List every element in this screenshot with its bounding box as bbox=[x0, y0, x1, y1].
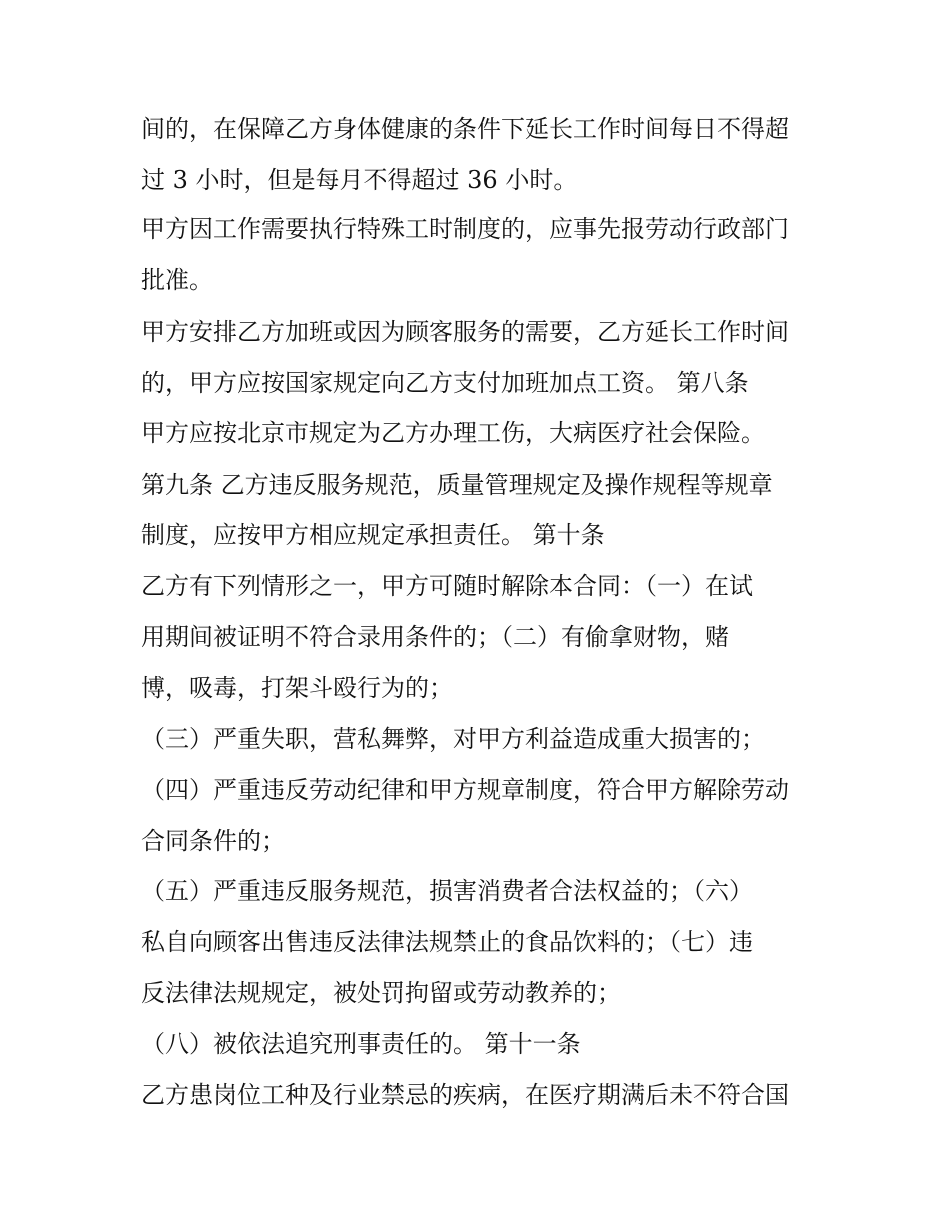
text-line: 甲方安排乙方加班或因为顾客服务的需要，乙方延长工作时间 bbox=[141, 318, 789, 346]
text-line: 私自向顾客出售违反法律法规禁止的食品饮料的；（七）违 bbox=[141, 928, 753, 956]
text-line: 间的，在保障乙方身体健康的条件下延长工作时间每日不得超 bbox=[141, 115, 789, 143]
text-line: （五）严重违反服务规范，损害消费者合法权益的；（六） bbox=[141, 877, 753, 905]
text-line: 制度，应按甲方相应规定承担责任。 第十条 bbox=[141, 521, 605, 549]
text-line: 用期间被证明不符合录用条件的；（二）有偷拿财物，赌 bbox=[141, 623, 729, 651]
text-line: 的，甲方应按国家规定向乙方支付加班加点工资。 第八条 bbox=[141, 369, 749, 397]
text-line: 甲方应按北京市规定为乙方办理工伤，大病医疗社会保险。 bbox=[141, 419, 765, 447]
text-line: （八）被依法追究刑事责任的。 第十一条 bbox=[141, 1030, 581, 1058]
text-line: 反法律法规规定，被处罚拘留或劳动教养的； bbox=[141, 979, 621, 1007]
text-line: 批准。 bbox=[141, 266, 213, 294]
text-line: 合同条件的； bbox=[141, 827, 285, 855]
text-line: 甲方因工作需要执行特殊工时制度的，应事先报劳动行政部门 bbox=[141, 215, 789, 243]
text-line: （三）严重失职，营私舞弊，对甲方利益造成重大损害的； bbox=[141, 725, 765, 753]
text-line: 过 3 小时，但是每月不得超过 36 小时。 bbox=[141, 166, 578, 194]
text-line: 第九条 乙方违反服务规范，质量管理规定及操作规程等规章 bbox=[141, 471, 773, 499]
text-line: 乙方患岗位工种及行业禁忌的疾病，在医疗期满后未不符合国 bbox=[141, 1081, 789, 1109]
text-line: （四）严重违反劳动纪律和甲方规章制度，符合甲方解除劳动 bbox=[141, 776, 789, 804]
text-line: 乙方有下列情形之一，甲方可随时解除本合同：（一）在试 bbox=[141, 572, 753, 600]
text-line: 博，吸毒，打架斗殴行为的； bbox=[141, 674, 453, 702]
